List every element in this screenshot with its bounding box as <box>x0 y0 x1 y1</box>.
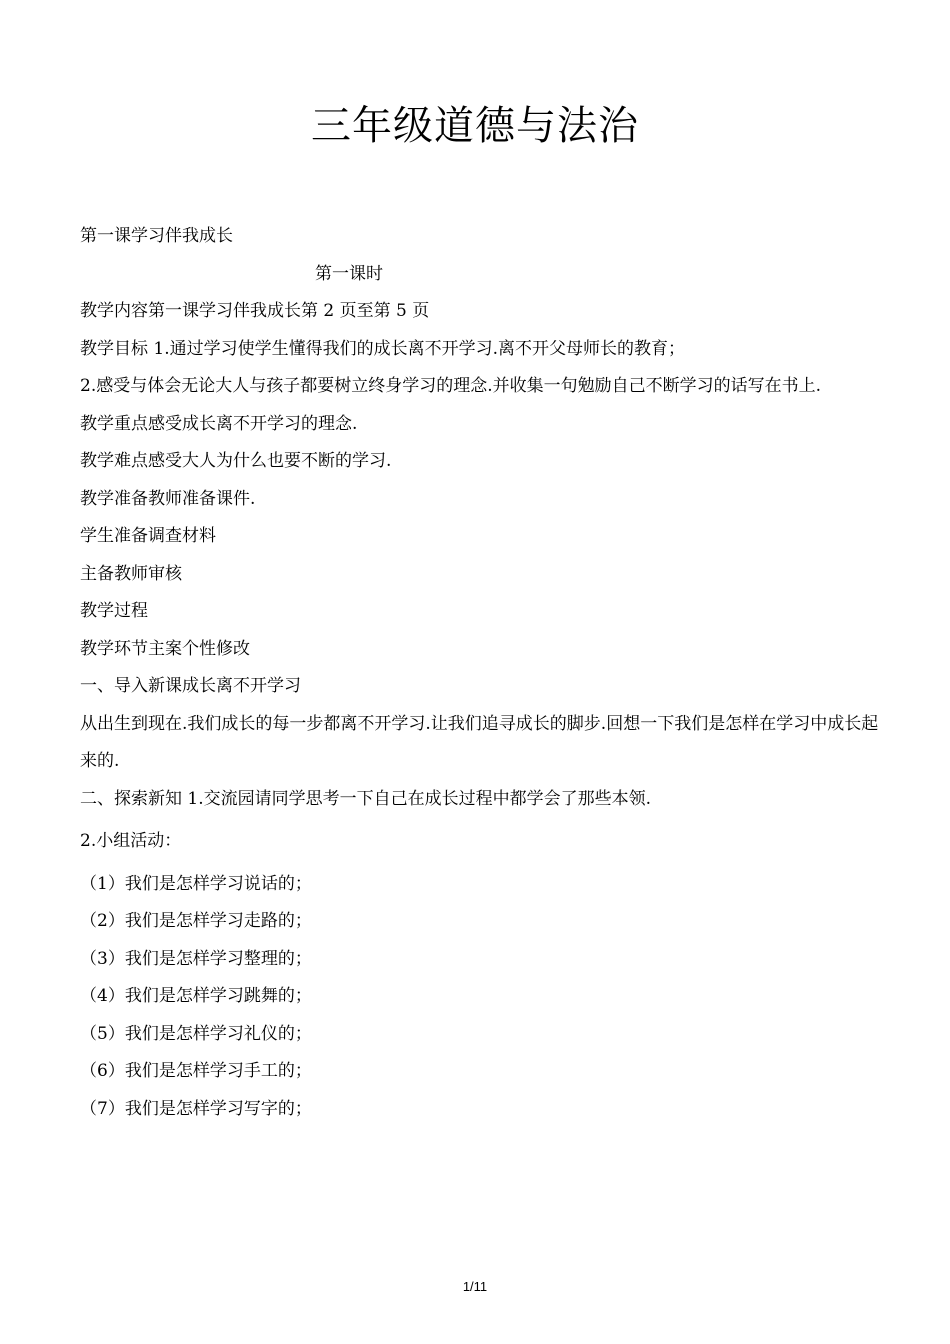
section-intro-heading: 一、导入新课成长离不开学习 <box>80 676 301 696</box>
list-item: （6）我们是怎样学习手工的； <box>80 1061 312 1081</box>
list-item: （4）我们是怎样学习跳舞的； <box>80 986 312 1006</box>
section-intro-text: 从出生到现在.我们成长的每一步都离不开学习.让我们追寻成长的脚步.回想一下我们是怎样在学习中成长起来的. <box>80 713 879 771</box>
document-body <box>80 218 880 1128</box>
teaching-content: 教学内容第一课学习伴我成长第 2 页至第 5 页 <box>80 301 430 321</box>
teaching-stage-header: 教学环节主案个性修改 <box>80 638 250 659</box>
list-item: （1）我们是怎样学习说话的； <box>80 873 312 894</box>
group-activity-heading: 2.小组活动： <box>80 831 182 851</box>
document-title: 三年级道德与法治 <box>311 103 639 149</box>
teaching-key-point: 教学重点感受成长离不开学习的理念. <box>80 413 358 434</box>
page-number: 1/11 <box>462 1279 488 1294</box>
lesson-period: 第一课时 <box>315 263 383 284</box>
teacher-preparation: 教学准备教师准备课件. <box>80 488 256 509</box>
teaching-goal-1: 教学目标 1.通过学习使学生懂得我们的成长离不开学习.离不开父母师长的教育； <box>80 338 686 359</box>
list-item: （5）我们是怎样学习礼仪的； <box>80 1023 312 1044</box>
list-item: （2）我们是怎样学习走路的； <box>80 911 312 931</box>
teaching-process: 教学过程 <box>80 601 148 621</box>
student-preparation: 学生准备调查材料 <box>80 526 216 546</box>
list-item: （7）我们是怎样学习写字的； <box>80 1098 312 1119</box>
teaching-difficulty: 教学难点感受大人为什么也要不断的学习. <box>80 451 392 471</box>
teaching-goal-2: 2.感受与体会无论大人与孩子都要树立终身学习的理念.并收集一句勉励自己不断学习的话写在书上. <box>80 376 822 396</box>
list-item: （3）我们是怎样学习整理的； <box>80 948 312 969</box>
section-explore-heading: 二、探索新知 1.交流园请同学思考一下自己在成长过程中都学会了那些本领. <box>80 788 652 809</box>
lesson-heading: 第一课学习伴我成长 <box>80 226 233 246</box>
lead-teacher-review: 主备教师审核 <box>80 563 182 584</box>
